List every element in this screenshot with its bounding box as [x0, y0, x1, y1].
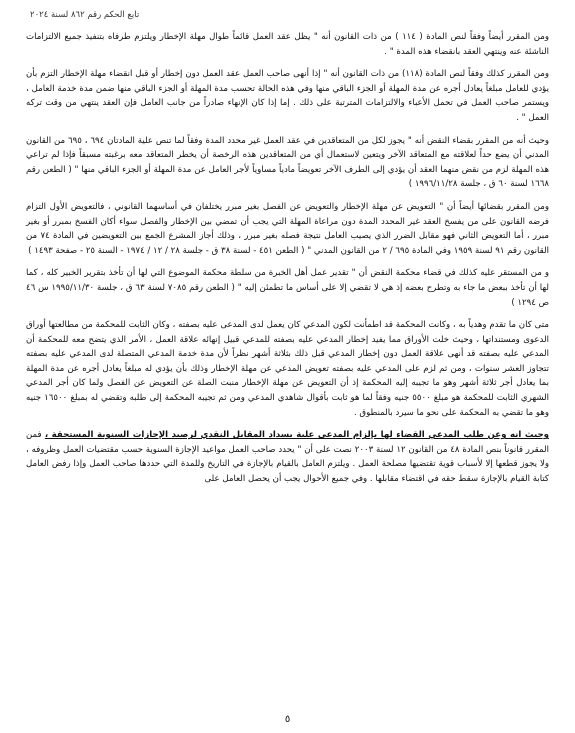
- annual-leave-tail: فمن المقرر: [26, 430, 549, 455]
- paragraph-annual-leave: [26, 428, 549, 486]
- page-header: تابع الحكم رقم ٨٦٢ لسنة ٢٠٢٤: [30, 10, 140, 20]
- paragraph-compensation: ومن المقرر بقضائها أيضاً أن " التعويض عن مهلة الإخطار والتعويض عن الفصل بغير مبرر يختلفان في أساسهما القانوني ، فالتعويض الأول التزام فرضه القانون على من يفسخ العقد غير المحدد المدة دون مراعاة المهلة التي يجب أن تمضي بين الإخطار والفصل سواء أكان الفسخ بمبرر أو بغير مبرر ، أما التعويض الثاني فهو مقابل الضرر الذي يصيب العامل نتيجة فصله بغير مبرر ، وذلك أجاز المشرع الجمع بين التعويضين في المادة ٧٤ من القانون رقم ٩١ لسنة ١٩٥٩ وفي المادة ٦٩٥ / ٢ من القانون المدني " ( الطعن ٤٥١ - لسنة ٣٨ ق - جلسة ٢٨ / ١٢ / ١٩٧٤ - السنة ٢٥ - صفحة ١٤٩٣ ): [26, 201, 549, 256]
- annual-leave-body: قانوناً بنص المادة ٤٨ من القانون ١٢ لسنة ٢٠٠٣ نصت على أن " يحدد صاحب العمل مواعيد الإجازة السنوية حسب مقتضيات العمل وظروفه ، ولا يجوز قطعها إلا لأسباب قوية تقتضيها مصلحة العمل . ويلتزم العامل بالقيام بالإجازة في التاريخ وللمدة التي حددها صاحب العمل وإذا رفض العامل كتابة القيام بالإجازة سقط حقه في اقتضاء مقابلها . وفي جميع الأحوال يجب أن يحصل العامل على: [26, 444, 549, 485]
- paragraph-cassation-notice: وحيث أنه من المقرر بقضاء النقض أنه " يجوز لكل من المتعاقدين في عقد العمل غير محدد المدة وفقاً لما تنص علية المادتان ٦٩٤ ، ٦٩٥ من القانون المدني أن يضع حداً لعلاقته مع المتعاقد الآخر ويتعين لاستعمال أي من المتعاقدين هذه الرخصة أن يخطر المتعاقد معه برغبته مسبقاً فإذا لم تراعي هذه المهلة لزم من نقض منهما العقد أن يؤدي إلى الطرف الآخر تعويضاً مادياً مساوياً لأجر العامل عن مدة المهلة أو الجزء الباقي منها " ( الطعن رقم ١٦٦٨ لسنة ٦٠ ق ، جلسة ١٩٩٦/١١/٢٨ ): [26, 135, 549, 190]
- paragraph-article-118: ومن المقرر كذلك وفقاً لنص المادة (١١٨) من ذات القانون أنه " إذا أنهى صاحب العمل عقد العمل دون إخطار أو قبل انقضاء مهلة الإخطار التزم بأن يؤدي للعامل مبلغاً يعادل أجره عن مدة المهلة أو الجزء الباقي منها وفي هذه الحالة تحسب مدة المهلة أو الجزء الباقي منها ضمن مدة خدمة العامل ، ويستمر صاحب العمل في تحمل الأعباء والالتزامات المترتبة على ذلك . إما إذا كان الإنهاء صادراً من جانب العامل فإن العقد ينتهي من وقت تركه العمل " .: [26, 69, 549, 123]
- paragraph-expert-report: و من المستقر عليه كذلك في قضاء محكمة النقض أن " تقدير عمل أهل الخبرة من سلطة محكمة الموضوع التي لها أن تأخذ بتقرير الخبير كله ، كما لها أن تأخذ ببعض ما جاء به وتطرح بعضه إذ هي لا تقضي إلا على أساس ما تطمئن إليه " ( الطعن رقم ٧٠٨٥ لسنة ٦٣ ق ، جلسة ١٩٩٥/١١/٣٠ س ٤٦ ص ١٢٩٤ ): [26, 268, 549, 308]
- annual-leave-lead: وحيث انه وعن طلب المدعي القضاء لها بإلزام المدعى علية بسداد المقابل النقدي لرصيد الإجازات السنوية المستحقة ،: [44, 430, 549, 441]
- paragraph-court-findings: متى كان ما تقدم وهدياً به ، وكانت المحكمة قد اطمأنت لكون المدعي كان يعمل لدى المدعى عليه بصفته ، وكان الثابت للمحكمة من مطالعتها أوراق الدعوى ومستنداتها ، وحيث خلت الأوراق مما يفيد إخطار المدعي عليه بصفته للمدعي قبيل إنهائه علاقة العمل ، الأمر الذي يتضح معه للمحكمة أن المدعي عليه بصفته قد أنهى علاقة العمل دون إخطار المدعي قبل ذلك بثلاثة أشهر نظراً لأن مدة خدمة المدعي المتصلة لدى المدعي عليه بصفته تتجاوز العشر سنوات ، ومن ثم لزم على المدعي عليه بصفته تعويض المدعي عن مهلة الإخطار وذلك بأن يؤدي له مبلغاً يعادل أجره عن مدة المهلة بما يعادل أجر ثلاثة أشهر وهو ما تجيبه إليه المحكمة إذ أن التعويض عن مهلة الإخطار منبت الصلة عن التعويض عن الفصل ولما كان أجر المدعي الشهري الثابت للمحكمة هو مبلغ ٥٥٠٠ جنيه وفقاً لما هو ثابت بأقوال شاهدي المدعي ومن ثم تجيبه المحكمة إلى طلبه وتقضي له بمبلغ ١٦٥٠٠ جنيه وهو ما تقضي به المحكمة على نحو ما سيرد بالمنطوق .: [26, 320, 549, 418]
- page-number: ٥: [284, 714, 291, 725]
- paragraph-article-114: ومن المقرر أيضاً وفقاً لنص المادة ( ١١٤ ) من ذات القانون أنه " يظل عقد العمل قائماً طوال مهلة الإخطار ويلتزم طرفاه بتنفيذ جميع الالتزامات الناشئة عنه وينتهي العقد بانقضاء هذه المدة " .: [26, 32, 549, 57]
